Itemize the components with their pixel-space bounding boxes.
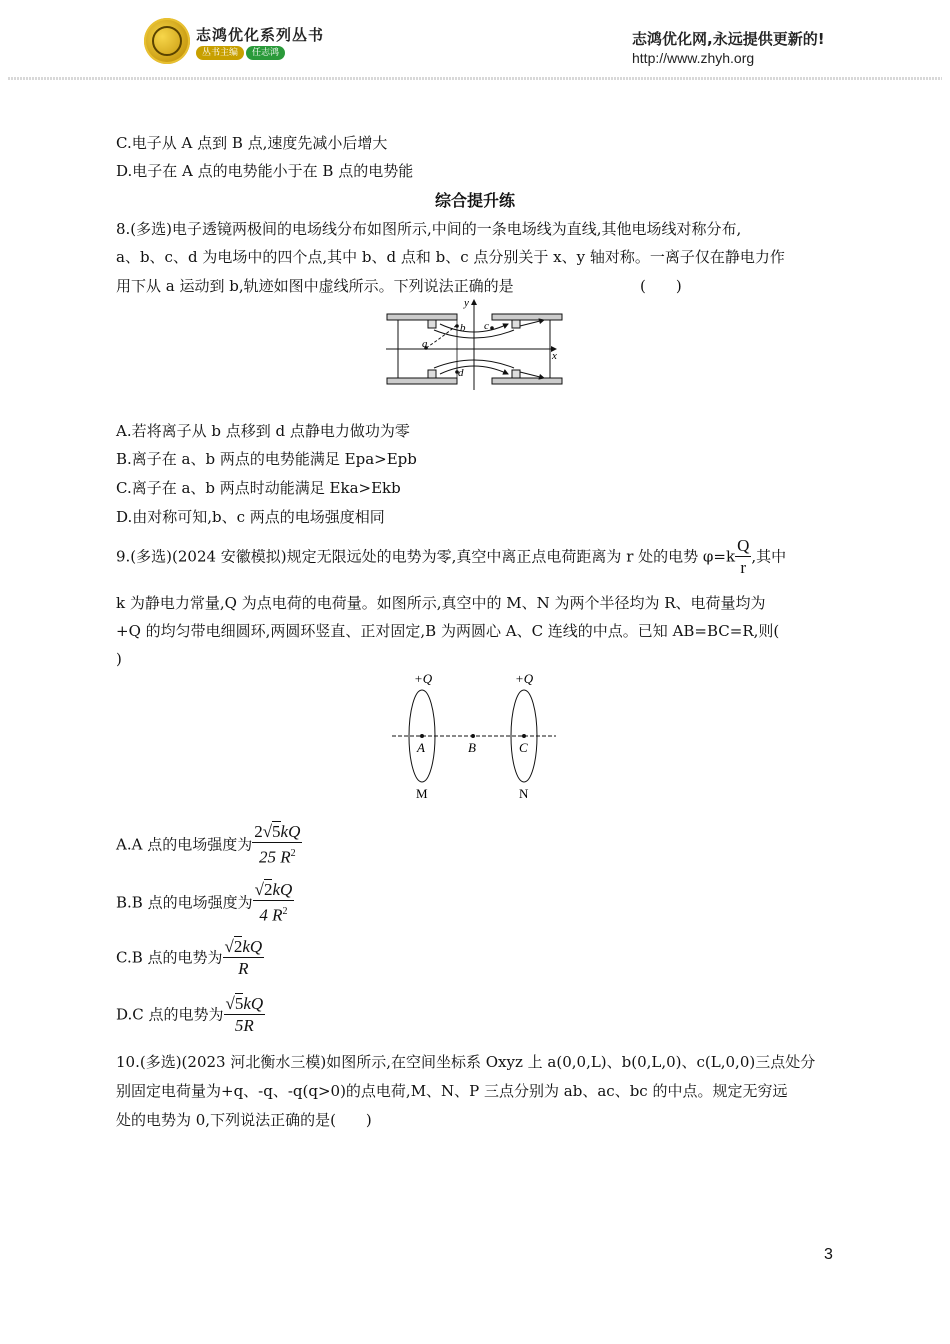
q9-option-a-den: 25 R (258, 847, 291, 867)
q8-stem-line3: 用下从 a 运动到 b,轨迹如图中虚线所示。下列说法正确的是 (116, 277, 514, 295)
q9-stem-line4: ) (116, 650, 122, 668)
brand-logo (144, 18, 190, 64)
q9-option-d-den: 5R (234, 1016, 254, 1035)
q9-phi-fraction (735, 536, 751, 579)
brand-sub-right: 任志鸿 (246, 46, 285, 60)
q9-option-b-radicand: 2 (263, 880, 273, 899)
page-number: 3 (824, 1246, 833, 1263)
q8-fig-label-a: a (422, 338, 428, 350)
q9-fig-charge-n: +Q (515, 671, 534, 686)
q9-fig-label-n: N (519, 786, 529, 801)
q9-option-d (116, 994, 265, 1037)
q9-option-d-label: D.C 点的电势为 (116, 1005, 224, 1024)
q9-option-b-den: 4 R (259, 905, 283, 925)
q9-option-c-radicand: 2 (233, 937, 243, 956)
q7-option-d: D.电子在 A 点的电势能小于在 B 点的电势能 (116, 162, 414, 180)
q9-option-c-kq: kQ (242, 937, 263, 956)
q9-option-a-fraction: $\frac{2√5kQ}{25 R^2}$ (254, 822, 301, 867)
q9-option-d-kq: kQ (243, 994, 264, 1013)
q9-stem-line2: k 为静电力常量,Q 为点电荷的电荷量。如图所示,真空中的 M、N 为两个半径均为 R、电荷量均为 (116, 594, 766, 612)
q9-fig-label-a: A (417, 740, 425, 755)
q8-answer-blank: ( ) (640, 277, 682, 295)
page-header (0, 0, 950, 80)
q9-option-a-radicand: 5 (272, 822, 281, 841)
q9-option-c-fraction: $\frac{√2kQ}{R}$ (224, 937, 263, 978)
q8-option-d: D.由对称可知,b、c 两点的电场强度相同 (116, 508, 385, 526)
q8-fig-label-y: y (464, 297, 469, 309)
header-url[interactable]: http://www.zhyh.org (632, 50, 755, 66)
q9-option-c-den: R (238, 959, 249, 978)
header-divider (8, 77, 942, 80)
q10-stem-line1: 10.(多选)(2023 河北衡水三模)如图所示,在空间坐标系 Oxyz 上 a(0,0,L)、b(0,L,0)、c(L,0,0)三点处分 (116, 1053, 816, 1071)
q9-phi-den: r (740, 558, 747, 577)
q8-fig-label-c: c (484, 320, 489, 332)
q9-fig-label-b: B (468, 740, 476, 755)
q9-option-c-label: C.B 点的电势为 (116, 948, 223, 967)
q9-stem-pre: 9.(多选)(2024 安徽模拟)规定无限远处的电势为零,真空中离正点电荷距离为 r 处的电势 φ=k (116, 547, 736, 566)
q9-option-a-label: A.A 点的电场强度为 (116, 835, 253, 854)
q9-figure (388, 668, 560, 804)
q9-option-b-kq: kQ (272, 880, 293, 899)
q9-fig-label-c: C (519, 740, 528, 755)
q9-option-b-fraction: $\frac{√2kQ}{4 R^2}$ (254, 880, 293, 925)
q9-stem-line1 (116, 536, 786, 579)
q10-stem-line2: 别固定电荷量为+q、-q、-q(q>0)的点电荷,M、N、P 三点分别为 ab、ac、bc 的中点。规定无穷远 (116, 1082, 788, 1100)
q9-option-b-exp: 2 (282, 906, 288, 917)
q8-option-a: A.若将离子从 b 点移到 d 点静电力做功为零 (116, 422, 410, 440)
q9-option-d-radicand: 5 (234, 994, 244, 1013)
q8-fig-label-x: x (552, 350, 557, 362)
q8-option-c: C.离子在 a、b 两点时动能满足 Eka>Ekb (116, 479, 401, 497)
brand-sub-left: 丛书主编 (196, 46, 244, 60)
q8-figure (384, 296, 564, 392)
q8-option-b: B.离子在 a、b 两点的电势能满足 Epa>Epb (116, 450, 417, 468)
q9-option-a-kq: kQ (280, 822, 301, 841)
q9-option-c (116, 937, 264, 980)
q8-stem-line2: a、b、c、d 为电场中的四个点,其中 b、d 点和 b、c 点分别关于 x、y 轴对称。一离子仅在静电力作 (116, 248, 785, 266)
q9-stem-line3: +Q 的均匀带电细圆环,两圆环竖直、正对固定,B 为两圆心 A、C 连线的中点。已知 AB=BC=R,则( (116, 622, 780, 640)
q9-fig-label-m: M (416, 786, 428, 801)
q9-phi-num: Q (737, 536, 750, 555)
brand-subtitle (196, 46, 285, 60)
q8-fig-label-b: b (460, 322, 466, 334)
q7-option-c: C.电子从 A 点到 B 点,速度先减小后增大 (116, 134, 388, 152)
q9-option-b (116, 880, 294, 927)
section-title: 综合提升练 (434, 191, 515, 210)
brand-title: 志鸿优化系列丛书 (196, 26, 325, 44)
header-slogan: 志鸿优化网,永远提供更新的! (632, 30, 825, 48)
q9-fig-charge-m: +Q (414, 671, 433, 686)
q10-stem-line3: 处的电势为 0,下列说法正确的是( ) (116, 1111, 372, 1129)
q9-stem-post: ,其中 (751, 547, 787, 566)
q9-option-b-label: B.B 点的电场强度为 (116, 893, 253, 912)
q8-stem-line1: 8.(多选)电子透镜两极间的电场线分布如图所示,中间的一条电场线为直线,其他电场线对称分布, (116, 220, 742, 238)
q9-option-a (116, 822, 302, 869)
q9-option-a-exp: 2 (290, 848, 296, 859)
q9-option-d-fraction: $\frac{√5kQ}{5R}$ (225, 994, 264, 1035)
q9-option-a-coef: 2 (254, 822, 263, 841)
q8-fig-label-d: d (458, 367, 464, 379)
